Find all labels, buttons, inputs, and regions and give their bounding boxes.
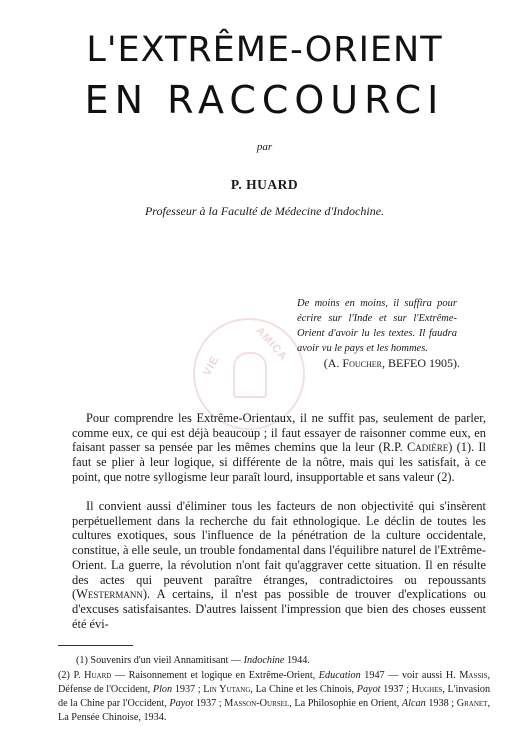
- p2-text-b: ). A certains, il n'est pas possible de trouver d'explications ou d'excuses satisfaisantes. D'autres laissent l'impression que bien des choses eussent été évi-: [72, 587, 486, 631]
- fn2-s12: Payot: [356, 684, 381, 695]
- author: [0, 177, 529, 193]
- fn2-s19: , La Philosophie en Orient,: [289, 698, 400, 709]
- fn2-s10: Lin Yutang: [203, 684, 251, 695]
- author-initial: P.: [230, 177, 243, 192]
- fn2-s5: 1947 — voir aussi H.: [364, 670, 456, 681]
- fn2-s13: 1937 ;: [383, 684, 409, 695]
- fn2-s16: Payot: [169, 698, 194, 709]
- fn1-text: (1) Souvenirs d'un vieil Annamitisant —: [76, 655, 242, 666]
- fn2-s1: (2) P.: [58, 670, 81, 681]
- fn2-s18: Masson-Oursel: [224, 698, 290, 709]
- body-paragraph-2: [72, 499, 486, 631]
- fn2-s2: Huard: [84, 670, 112, 681]
- footnote-divider: [58, 645, 133, 646]
- fn2-s4: Education: [318, 670, 361, 681]
- epigraph-source-name: Foucher: [342, 356, 382, 370]
- fn1-year: 1944.: [286, 655, 310, 666]
- watermark-text-right: AMICA: [253, 324, 290, 364]
- footnote-2: [58, 669, 490, 725]
- p2-text-a: Il convient aussi d'éliminer tous les facteurs de non objectivité qui s'insèrent perpétuellement dans la recherche du fait ethnologique. Le déclin de toutes les cultures exotiques, sous l'influence de la pénétration de la culture occidentale, constitue, à elle seule, un trouble fondamental dans l'équilibre naturel de l'Extrême-Orient. La guerre, la révolution n'ont fait qu'aggraver cette situation. Il en résulte des actes qui peuvent paraître étranges, contradictoires ou repoussants (: [72, 499, 486, 602]
- fn1-source: Indochine: [243, 655, 285, 666]
- p1-text-a: Pour comprendre les Extrême-Orientaux, il ne suffit pas, seulement de parler, comme eux, ce qui est déjà beaucoup ; il faut essayer de raisonner comme eux, en faisant passer sa pensée par les mêmes chemins que la leur (R.P.: [72, 411, 486, 455]
- fn2-s9: 1937 ;: [174, 684, 201, 695]
- epigraph-source-open: (A.: [323, 356, 340, 370]
- author-name: HUARD: [246, 177, 299, 192]
- fn2-s15: , L'invasion de la Chine par l'Occident,: [58, 684, 491, 709]
- fn2-s6: Massis: [459, 670, 488, 681]
- fn2-s7: , Défense de l'Occident,: [58, 670, 491, 695]
- footnote-1: [58, 654, 490, 668]
- watermark-text-left: VIE: [201, 354, 222, 378]
- epigraph-source: [292, 356, 460, 371]
- fn2-s3: — Raisonnement et logique en Extrême-Orient,: [114, 670, 316, 681]
- epigraph-quote: De moins en moins, il suffira pour écrire sur l'Inde et sur l'Extrême-Orient d'avoir lu les textes. Il faudra avoir vu le pays et les hommes.: [297, 298, 457, 354]
- watermark-emblem-icon: [233, 352, 267, 398]
- p1-text-b: ) (1). Il faut se plier à leur logique, si différente de la nôtre, mais qui les satisfait, à ce point, que notre syllogisme leur paraît lourd, insupportable et sans valeur (2).: [72, 440, 486, 484]
- epigraph-source-rest: , BEFEO 1905).: [382, 356, 460, 370]
- fn2-s23: , La Pensée Chinoise, 1934.: [58, 698, 491, 723]
- fn2-s17: 1937 ;: [195, 698, 222, 709]
- fn2-s20: Alcan: [401, 698, 426, 709]
- title-line-2: EN RACCOURCI: [84, 78, 445, 122]
- p1-name: Cadière: [407, 440, 449, 455]
- byline-par: par: [256, 141, 273, 153]
- fn2-s21: 1938 ;: [428, 698, 455, 709]
- fn2-s22: Granet: [456, 698, 488, 709]
- fn2-s14: Hughes: [411, 684, 443, 695]
- body-paragraph-1: [72, 411, 486, 485]
- title-line-1: L'EXTRÊME-ORIENT: [86, 30, 443, 70]
- fn2-s11: , La Chine et les Chinois,: [250, 684, 355, 695]
- fn2-s8: Plon: [152, 684, 173, 695]
- author-affiliation: Professeur à la Faculté de Médecine d'Indochine.: [144, 204, 385, 218]
- p2-name: Westermann: [76, 587, 143, 602]
